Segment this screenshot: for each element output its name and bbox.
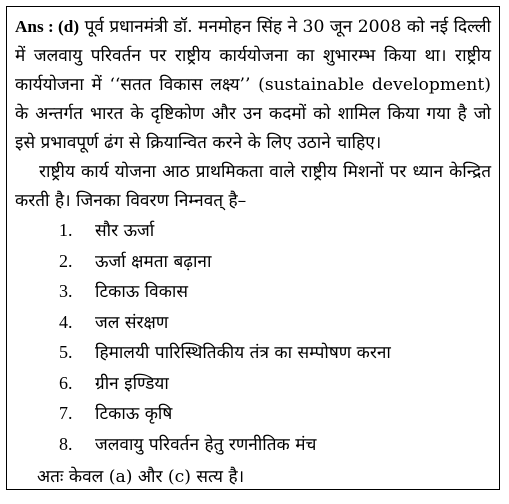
list-text: जलवायु परिवर्तन हेतु रणनीतिक मंच (95, 434, 317, 455)
list-number: 2. (59, 250, 73, 271)
list-text: जल संरक्षण (95, 312, 169, 333)
list-item (15, 338, 491, 369)
cut-off-text-fragment (110, 497, 310, 504)
list-item (15, 277, 491, 308)
list-number: 3. (59, 281, 73, 301)
list-text: हिमालयी पारिस्थितिकीय तंत्र का सम्पोषण करना (95, 343, 391, 363)
list-item (15, 247, 491, 278)
list-number: 1. (59, 220, 73, 240)
list-item (15, 430, 491, 461)
list-text: सौर ऊर्जा (95, 221, 155, 241)
list-number: 8. (59, 433, 73, 454)
list-text: टिकाऊ कृषि (95, 404, 173, 424)
list-number: 7. (59, 403, 73, 423)
list-text: टिकाऊ विकास (95, 282, 188, 302)
list-item (15, 308, 491, 339)
intro-text: पूर्व प्रधानमंत्री डॉ. मनमोहन सिंह ने 30 जून 2008 को नई दिल्ली में जलवायु परिवर्तन पर राष्ट्रीय कार्ययोजना का शुभारम्भ किया था। राष्ट्रीय कार्ययोजना में ‘‘सतत विकास लक्ष्य’’ (sustainable development) के अन्तर्गत भारत के दृष्टिकोण और उन कदमों को शामिल किया गया है जो इसे प्रभावपूर्ण ढंग से क्रियान्वित करने के लिए उठाने चाहिए। (15, 17, 491, 153)
missions-list (15, 216, 491, 460)
list-number: 6. (59, 372, 73, 393)
list-item (15, 399, 491, 430)
list-number: 4. (59, 311, 73, 332)
list-item (15, 369, 491, 400)
answer-label: Ans : (d) (15, 17, 80, 36)
answer-box (6, 6, 500, 490)
intro-paragraph (15, 12, 491, 158)
conclusion-line: अतः केवल (a) और (c) सत्य है। (37, 467, 245, 487)
missions-intro-paragraph: राष्ट्रीय कार्य योजना आठ प्राथमिकता वाले राष्ट्रीय मिशनों पर ध्यान केन्द्रित करती है। जिनका विवरण निम्नवत् है– (15, 162, 491, 211)
list-item (15, 216, 491, 247)
list-number: 5. (59, 342, 73, 362)
list-text: ग्रीन इण्डिया (95, 373, 169, 394)
list-text: ऊर्जा क्षमता बढ़ाना (95, 251, 212, 272)
